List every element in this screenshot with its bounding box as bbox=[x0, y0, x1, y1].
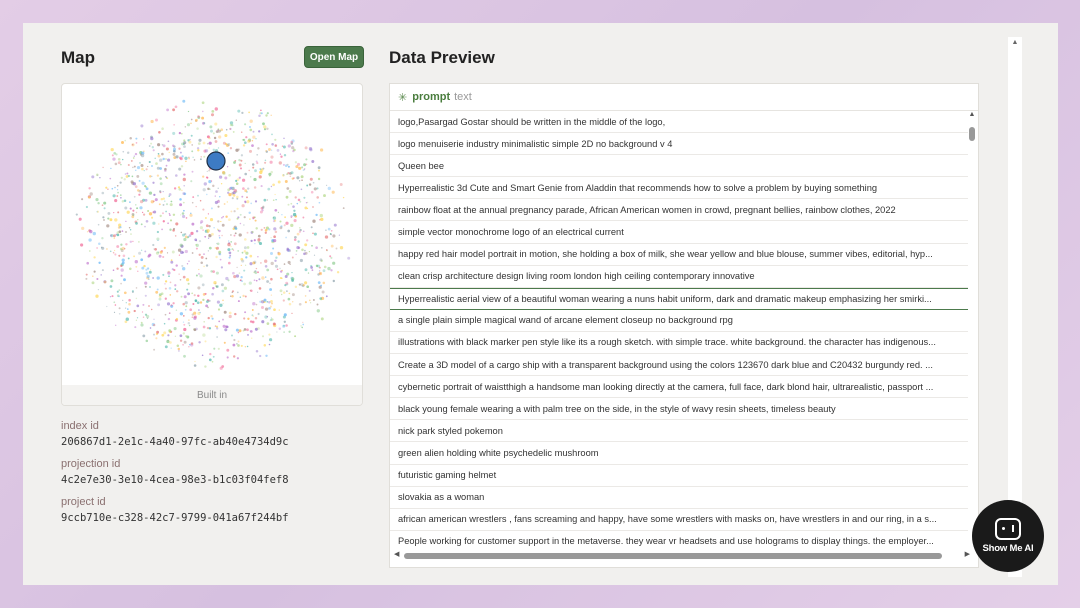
row-text: People working for customer support in the metaverse. they wear vr headsets and use holograms to display things. the employer... bbox=[398, 536, 934, 547]
table-row[interactable] bbox=[390, 442, 968, 464]
row-text: green alien holding white psychedelic mushroom bbox=[398, 447, 599, 458]
row-text: nick park styled pokemon bbox=[398, 425, 503, 436]
table-vertical-scrollbar[interactable] bbox=[968, 111, 976, 551]
row-text: black young female wearing a with palm tree on the side, in the style of wavy resin sheets, timeless beauty bbox=[398, 403, 836, 414]
column-type: text bbox=[454, 91, 472, 103]
table-row[interactable] bbox=[390, 155, 968, 177]
table-row[interactable] bbox=[390, 420, 968, 442]
index-id-value: 206867d1-2e1c-4a40-97fc-ab40e4734d9c bbox=[61, 436, 289, 448]
column-name: prompt bbox=[412, 91, 451, 103]
row-text: african american wrestlers , fans screaming and happy, have some wrestlers with masks on, have wrestlers in and our ring, in a s... bbox=[398, 514, 937, 525]
table-header[interactable] bbox=[390, 84, 978, 111]
table-row[interactable] bbox=[390, 199, 968, 221]
table-row[interactable] bbox=[390, 133, 968, 155]
row-text: logo,Pasargad Gostar should be written in the middle of the logo, bbox=[398, 116, 666, 127]
table-row[interactable] bbox=[390, 310, 968, 332]
data-preview-title: Data Preview bbox=[389, 48, 495, 67]
table-row[interactable] bbox=[390, 465, 968, 487]
vertical-scroll-thumb[interactable] bbox=[969, 127, 975, 141]
sparkle-icon: ✳ bbox=[398, 91, 408, 104]
table-horizontal-scrollbar[interactable] bbox=[390, 549, 978, 567]
table-row[interactable] bbox=[390, 244, 968, 266]
page-scrollbar[interactable] bbox=[1008, 37, 1022, 577]
index-id-label: index id bbox=[61, 420, 99, 432]
row-text: Queen bee bbox=[398, 160, 445, 171]
projection-id-label: projection id bbox=[61, 458, 121, 470]
row-text: logo menuiserie industry minimalistic simple 2D no background v 4 bbox=[398, 138, 673, 149]
row-text: Hyperrealistic 3d Cute and Smart Genie from Aladdin that recommends how to solve a problem by buying something bbox=[398, 182, 878, 193]
row-text: cybernetic portrait of waistthigh a handsome man looking directly at the camera, full face, dark blond hair, ultrarealistic, passport ... bbox=[398, 381, 934, 392]
main-panel bbox=[23, 23, 1058, 585]
robot-icon bbox=[995, 518, 1021, 540]
table-row[interactable] bbox=[390, 266, 968, 288]
table-row[interactable] bbox=[390, 354, 968, 376]
horizontal-scroll-thumb[interactable] bbox=[404, 553, 942, 559]
row-text: happy red hair model portrait in motion, she holding a box of milk, she wear yellow and blue blouse, summer vibes, editorial, hyp... bbox=[398, 249, 933, 260]
table-row[interactable] bbox=[390, 332, 968, 354]
table-row[interactable] bbox=[390, 487, 968, 509]
table-row[interactable] bbox=[390, 509, 968, 531]
data-preview-table bbox=[389, 83, 979, 568]
row-text: clean crisp architecture design living room london high ceiling contemporary innovative bbox=[398, 271, 755, 282]
table-row[interactable] bbox=[390, 177, 968, 199]
row-text: slovakia as a woman bbox=[398, 492, 485, 503]
row-text: rainbow float at the annual pregnancy parade, African American women in crowd, pregnant bellies, rainbow clothes, 2022 bbox=[398, 204, 896, 215]
scatter-plot[interactable] bbox=[62, 84, 363, 387]
show-me-ai-logo bbox=[972, 500, 1044, 572]
selected-point-marker[interactable] bbox=[207, 152, 225, 170]
table-row[interactable] bbox=[390, 376, 968, 398]
row-text: Create a 3D model of a cargo ship with a transparent background using the colors 123670 dark blue and C20432 burgundy red. ... bbox=[398, 359, 933, 370]
brand-label: Show Me AI bbox=[982, 543, 1034, 554]
table-row[interactable] bbox=[390, 398, 968, 420]
scroll-right-icon[interactable]: ▶ bbox=[964, 551, 970, 558]
map-title: Map bbox=[61, 48, 95, 67]
map-canvas[interactable] bbox=[61, 83, 363, 406]
scroll-left-icon[interactable]: ◀ bbox=[394, 551, 400, 558]
row-text: Hyperrealistic aerial view of a beautiful woman wearing a nuns habit uniform, dark and dramatic makeup emphasizing her smirki... bbox=[398, 293, 932, 304]
built-in-label: Built in bbox=[62, 385, 362, 405]
open-map-button[interactable]: Open Map bbox=[304, 46, 364, 68]
scroll-up-icon[interactable]: ▲ bbox=[968, 111, 976, 118]
table-row[interactable] bbox=[390, 111, 968, 133]
row-text: a single plain simple magical wand of arcane element closeup no background rpg bbox=[398, 315, 733, 326]
row-text: simple vector monochrome logo of an electrical current bbox=[398, 227, 624, 238]
project-id-label: project id bbox=[61, 496, 106, 508]
table-row[interactable] bbox=[390, 288, 968, 310]
projection-id-value: 4c2e7e30-3e10-4cea-98e3-b1c03f04fef8 bbox=[61, 474, 289, 486]
page-scroll-up-icon[interactable]: ▲ bbox=[1011, 39, 1019, 46]
table-body bbox=[390, 111, 978, 553]
row-text: futuristic gaming helmet bbox=[398, 470, 497, 481]
row-text: illustrations with black marker pen style like its a rough sketch. with simple trace. white background. the character has indigenous... bbox=[398, 337, 936, 348]
table-row[interactable] bbox=[390, 221, 968, 243]
project-id-value: 9ccb710e-c328-42c7-9799-041a67f244bf bbox=[61, 512, 289, 524]
